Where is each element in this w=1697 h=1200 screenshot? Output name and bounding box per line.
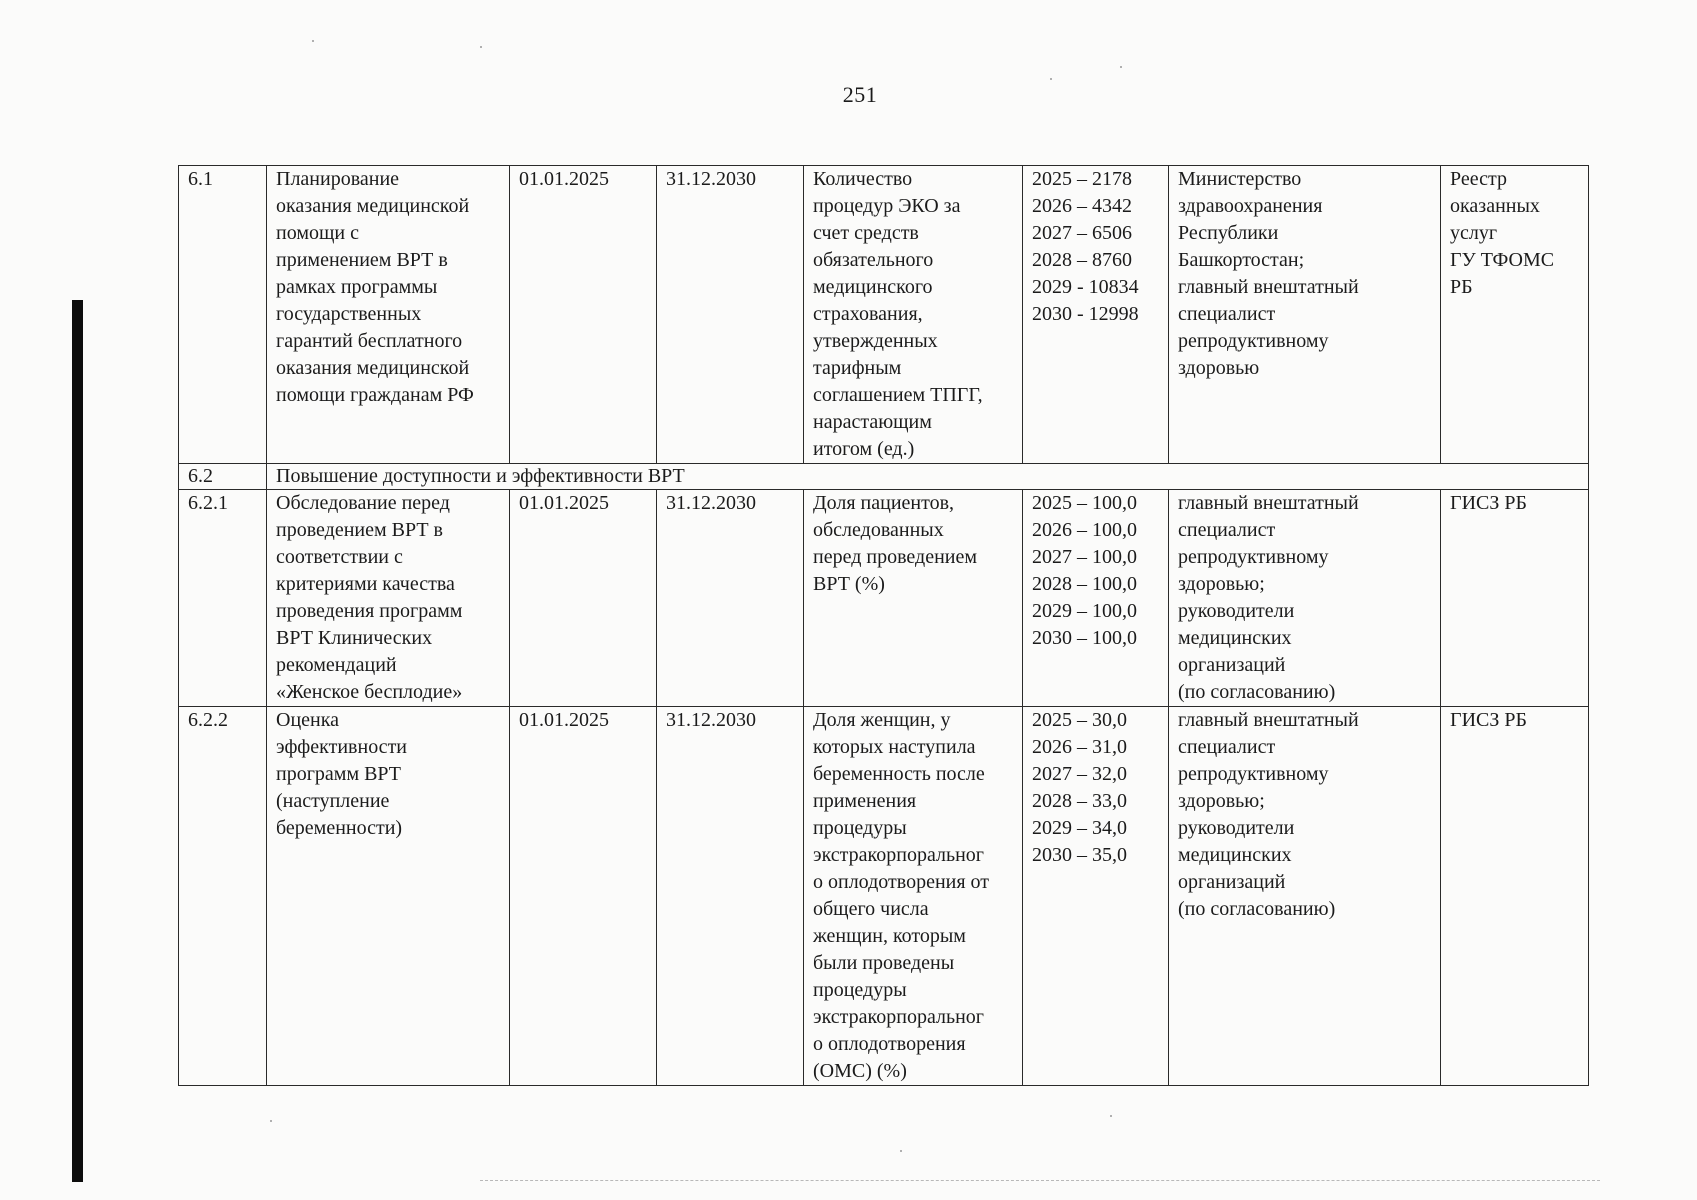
scan-bottom-line <box>480 1180 1600 1181</box>
scan-speck <box>312 40 314 42</box>
end-date: 31.12.2030 <box>657 490 804 707</box>
section-title: Повышение доступности и эффективности ВРТ <box>267 464 1589 490</box>
scan-speck <box>270 1120 272 1122</box>
scan-speck <box>900 1150 902 1152</box>
table-row <box>179 707 1589 1086</box>
responsible: главный внештатный специалист репродуктивному здоровью; руководители медицинских организаций (по согласованию) <box>1169 490 1441 707</box>
indicator: Доля пациентов, обследованных перед проведением ВРТ (%) <box>804 490 1023 707</box>
table-row <box>179 490 1589 707</box>
scan-speck <box>480 46 482 48</box>
indicator: Доля женщин, у которых наступила беременность после применения процедуры экстракорпоральног о оплодотворения от общего числа женщин, которым были проведены процедуры экстракорпоральног о оплодотворения (ОМС) (%) <box>804 707 1023 1086</box>
start-date: 01.01.2025 <box>510 166 657 464</box>
end-date: 31.12.2030 <box>657 166 804 464</box>
row-number: 6.1 <box>179 166 267 464</box>
activity-name: Обследование перед проведением ВРТ в соответствии с критериями качества проведения программ ВРТ Клинических рекомендаций «Женское бесплодие» <box>267 490 510 707</box>
data-source: ГИСЗ РБ <box>1441 707 1589 1086</box>
activity-name: Планирование оказания медицинской помощи с применением ВРТ в рамках программы государственных гарантий бесплатного оказания медицинской помощи гражданам РФ <box>267 166 510 464</box>
scan-speck <box>1050 78 1052 80</box>
table-row <box>179 166 1589 464</box>
start-date: 01.01.2025 <box>510 490 657 707</box>
end-date: 31.12.2030 <box>657 707 804 1086</box>
data-source: Реестр оказанных услуг ГУ ТФОМС РБ <box>1441 166 1589 464</box>
scan-speck <box>1110 1115 1112 1117</box>
scan-edge-shadow <box>72 300 83 1182</box>
target-values: 2025 – 30,0 2026 – 31,0 2027 – 32,0 2028 – 33,0 2029 – 34,0 2030 – 35,0 <box>1023 707 1169 1086</box>
indicator: Количество процедур ЭКО за счет средств обязательного медицинского страхования, утвержденных тарифным соглашением ТПГГ, нарастающим итогом (ед.) <box>804 166 1023 464</box>
page-number: 251 <box>842 82 878 107</box>
start-date: 01.01.2025 <box>510 707 657 1086</box>
responsible: главный внештатный специалист репродуктивному здоровью; руководители медицинских организаций (по согласованию) <box>1169 707 1441 1086</box>
row-number: 6.2 <box>179 464 267 490</box>
target-values: 2025 – 100,0 2026 – 100,0 2027 – 100,0 2028 – 100,0 2029 – 100,0 2030 – 100,0 <box>1023 490 1169 707</box>
row-number: 6.2.1 <box>179 490 267 707</box>
row-number: 6.2.2 <box>179 707 267 1086</box>
table-section-row <box>179 464 1589 490</box>
activity-plan-table <box>178 165 1589 1086</box>
target-values: 2025 – 2178 2026 – 4342 2027 – 6506 2028 – 8760 2029 - 10834 2030 - 12998 <box>1023 166 1169 464</box>
data-source: ГИСЗ РБ <box>1441 490 1589 707</box>
responsible: Министерство здравоохранения Республики Башкортостан; главный внештатный специалист репродуктивному здоровью <box>1169 166 1441 464</box>
activity-name: Оценка эффективности программ ВРТ (наступление беременности) <box>267 707 510 1086</box>
scan-speck <box>1120 66 1122 68</box>
